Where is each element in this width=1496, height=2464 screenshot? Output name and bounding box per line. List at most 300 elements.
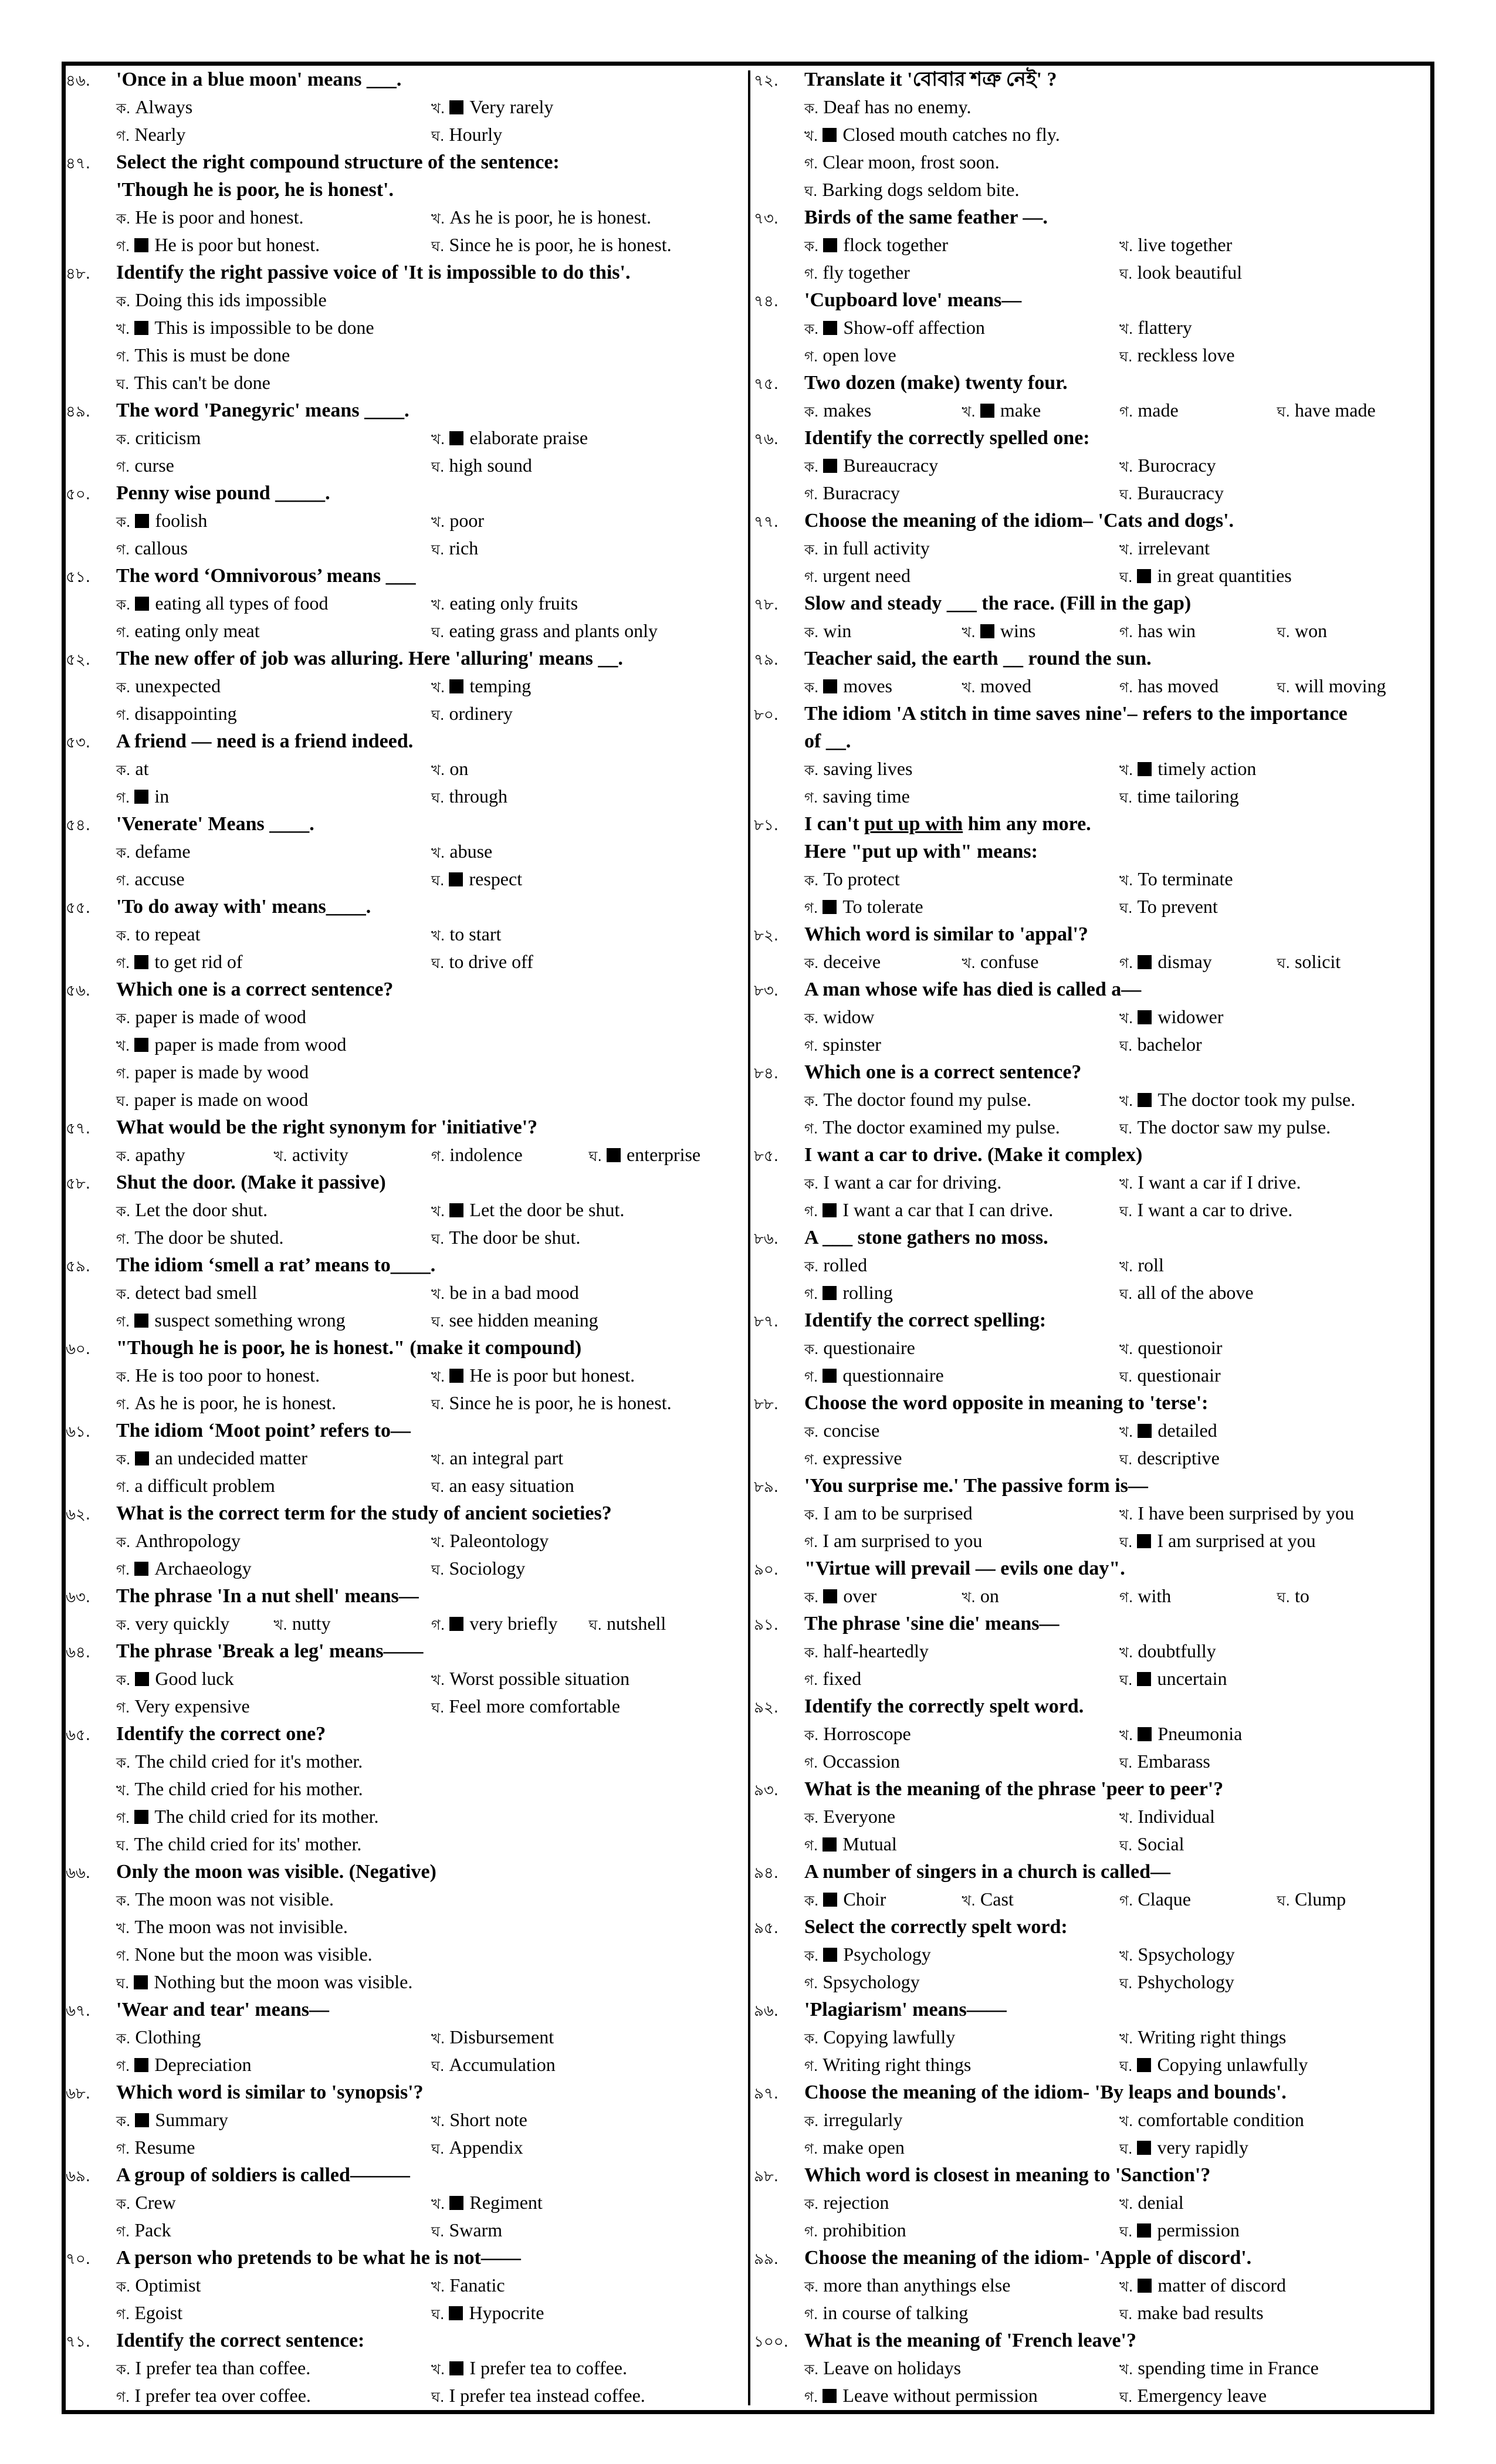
option-label: খ. xyxy=(431,100,445,117)
option-text: disappointing xyxy=(134,703,237,724)
option-label: ঘ. xyxy=(431,1231,445,1247)
option-row xyxy=(754,1417,1434,1444)
question-item xyxy=(754,810,1434,920)
option-label: ক. xyxy=(116,1672,131,1688)
answer-option xyxy=(1119,314,1434,341)
option-label: গ. xyxy=(804,266,818,282)
option-row xyxy=(754,1003,1434,1031)
question-item xyxy=(66,1251,746,1334)
question-number: ৮২. xyxy=(754,927,779,945)
answer-option xyxy=(1119,562,1434,590)
answer-option xyxy=(431,755,746,783)
option-label: ক. xyxy=(804,1176,819,1192)
answer-option xyxy=(1119,1279,1434,1307)
answer-option xyxy=(431,2134,746,2161)
option-row xyxy=(66,2354,746,2382)
option-label: খ. xyxy=(962,624,976,641)
answer-option xyxy=(116,1748,746,1775)
option-row xyxy=(754,2051,1434,2079)
question-number: ৫৬. xyxy=(66,982,91,1000)
option-label: খ. xyxy=(431,2196,445,2212)
option-text: rolling xyxy=(842,1282,893,1303)
answer-option xyxy=(116,1775,746,1803)
option-text: The doctor examined my pulse. xyxy=(823,1116,1060,1138)
option-text: eating all types of food xyxy=(155,593,329,614)
correct-answer-square-icon xyxy=(449,2361,463,2375)
question-number: ৮০. xyxy=(754,706,779,724)
option-text: irregularly xyxy=(823,2109,903,2130)
option-label: ঘ. xyxy=(431,790,445,806)
option-label: ঘ. xyxy=(1119,1286,1133,1302)
answer-option xyxy=(431,1665,746,1693)
question-text: Which one is a correct sentence? xyxy=(116,979,394,1000)
option-label: ঘ. xyxy=(431,955,445,972)
option-text: open love xyxy=(823,344,896,365)
answer-option xyxy=(804,1527,1119,1555)
option-label: ক. xyxy=(804,1948,819,1964)
underlined-phrase: put up with xyxy=(864,813,963,835)
option-text: uncertain xyxy=(1157,1668,1227,1689)
answer-option xyxy=(116,1610,274,1637)
option-row xyxy=(754,2382,1434,2409)
option-row xyxy=(754,1279,1434,1307)
correct-answer-square-icon xyxy=(1137,2141,1151,2155)
option-row xyxy=(754,121,1434,148)
option-text: live together xyxy=(1138,234,1233,255)
option-text: I want a car to drive. xyxy=(1137,1199,1293,1220)
answer-option xyxy=(431,424,746,452)
answer-option xyxy=(804,1086,1119,1113)
option-label: খ. xyxy=(1119,872,1133,889)
question-item xyxy=(754,2244,1434,2327)
option-text: expressive xyxy=(823,1447,902,1468)
answer-option xyxy=(431,2299,746,2327)
option-row xyxy=(754,1665,1434,1693)
option-label: ক. xyxy=(116,762,131,779)
option-text: callous xyxy=(134,537,188,559)
option-label: গ. xyxy=(116,459,130,475)
option-label: গ. xyxy=(116,1948,130,1964)
option-label: ঘ. xyxy=(1277,1589,1290,1606)
option-label: খ. xyxy=(431,1203,445,1220)
answer-option xyxy=(804,148,1434,176)
option-row xyxy=(66,1086,746,1113)
option-text: To prevent xyxy=(1137,896,1218,917)
question-item xyxy=(754,2161,1434,2244)
option-label: ক. xyxy=(116,2196,131,2212)
answer-option xyxy=(804,479,1119,507)
question-number: ৭৯. xyxy=(754,651,779,669)
option-text: on xyxy=(980,1585,999,1606)
question-item xyxy=(754,700,1434,810)
answer-option xyxy=(116,534,431,562)
correct-answer-square-icon xyxy=(449,2196,463,2210)
option-row xyxy=(754,672,1434,700)
option-text: Mutual xyxy=(842,1833,897,1854)
option-label: ক. xyxy=(804,404,819,420)
option-text: has win xyxy=(1138,620,1196,641)
answer-option xyxy=(1119,1362,1434,1389)
option-row xyxy=(754,176,1434,204)
question-line xyxy=(66,727,746,755)
question-number: ৪৯. xyxy=(66,403,91,421)
answer-option xyxy=(804,948,962,976)
question-text: 'Once in a blue moon' means ___. xyxy=(116,69,402,90)
option-label: ক. xyxy=(804,321,819,337)
correct-answer-square-icon xyxy=(134,1975,148,1989)
option-text: Closed mouth catches no fly. xyxy=(842,124,1060,145)
answer-option xyxy=(1119,479,1434,507)
question-line xyxy=(66,1334,746,1362)
answer-option xyxy=(804,865,1119,893)
answer-option xyxy=(431,783,746,810)
question-text: Which word is closest in meaning to 'Sanction'? xyxy=(804,2164,1211,2186)
question-line xyxy=(66,2161,746,2189)
option-label: গ. xyxy=(804,1369,818,1385)
option-text: questionaire xyxy=(823,1337,915,1358)
option-row xyxy=(66,2134,746,2161)
option-label: গ. xyxy=(116,2306,130,2323)
option-text: He is poor but honest. xyxy=(469,1365,635,1386)
question-number: ৫৪. xyxy=(66,817,91,834)
option-label: খ. xyxy=(431,2361,445,2378)
question-item xyxy=(66,2244,746,2327)
option-label: ক. xyxy=(804,1644,819,1661)
option-text: an integral part xyxy=(449,1447,564,1468)
option-label: ক. xyxy=(804,2030,819,2047)
question-item xyxy=(754,424,1434,507)
correct-answer-square-icon xyxy=(134,955,148,969)
option-label: ঘ. xyxy=(116,1975,130,1992)
option-text: more than anythings else xyxy=(823,2275,1011,2296)
answer-option xyxy=(431,838,746,865)
question-text: Select the right compound structure of the sentence: xyxy=(116,151,560,173)
question-number: ৬১. xyxy=(66,1423,91,1441)
answer-option xyxy=(804,1500,1119,1527)
option-row xyxy=(66,1665,746,1693)
option-label: গ. xyxy=(116,1231,130,1247)
option-text: a difficult problem xyxy=(134,1475,275,1496)
option-text: poor xyxy=(449,510,485,531)
option-label: খ. xyxy=(962,955,976,972)
question-item xyxy=(66,1169,746,1251)
option-text: roll xyxy=(1138,1254,1164,1275)
option-label: গ. xyxy=(804,1755,818,1771)
question-line xyxy=(66,976,746,1003)
option-text: Claque xyxy=(1138,1888,1191,1910)
question-text: A friend — need is a friend indeed. xyxy=(116,730,414,752)
option-text: made xyxy=(1138,400,1179,421)
option-label: ঘ. xyxy=(431,459,445,475)
option-text: Egoist xyxy=(134,2302,183,2323)
option-text: accuse xyxy=(134,868,185,889)
option-text: have made xyxy=(1294,400,1376,421)
question-line xyxy=(754,1307,1434,1334)
question-line xyxy=(754,2079,1434,2106)
answer-option xyxy=(116,865,431,893)
option-label: ঘ. xyxy=(1119,1451,1133,1468)
answer-option xyxy=(274,1610,432,1637)
question-text: What is the correct term for the study of ancient societies? xyxy=(116,1502,612,1524)
option-text: over xyxy=(843,1585,877,1606)
question-item xyxy=(66,1858,746,1996)
option-row xyxy=(754,2106,1434,2134)
question-number: ৯৯. xyxy=(754,2250,779,2268)
correct-answer-square-icon xyxy=(449,1203,463,1217)
question-item xyxy=(754,645,1434,700)
option-text: Buracracy xyxy=(823,482,900,503)
question-number: ৬৬. xyxy=(66,1864,91,1882)
question-number: ৫৫. xyxy=(66,899,91,917)
option-text: Clump xyxy=(1294,1888,1346,1910)
option-text: an easy situation xyxy=(449,1475,574,1496)
answer-option xyxy=(1119,1169,1434,1196)
question-number: ৪৬. xyxy=(66,72,91,90)
answer-option xyxy=(116,204,431,231)
option-text: questionoir xyxy=(1138,1337,1223,1358)
correct-answer-square-icon xyxy=(607,1148,621,1162)
answer-option xyxy=(804,2216,1119,2244)
answer-option xyxy=(962,1886,1120,1913)
option-text: defame xyxy=(135,841,191,862)
option-row xyxy=(754,2216,1434,2244)
correct-answer-square-icon xyxy=(823,1948,837,1962)
option-row xyxy=(66,590,746,617)
correct-answer-square-icon xyxy=(823,238,837,252)
answer-option xyxy=(116,755,431,783)
answer-option xyxy=(431,2272,746,2299)
answer-option xyxy=(116,1362,431,1389)
option-label: গ. xyxy=(116,1562,130,1578)
option-label: গ. xyxy=(804,790,818,806)
option-text: respect xyxy=(469,868,523,889)
answer-option xyxy=(116,1941,746,1968)
question-number: ৭৭. xyxy=(754,513,779,531)
option-label: খ. xyxy=(431,928,445,944)
answer-option xyxy=(1119,1941,1434,1968)
question-line xyxy=(66,893,746,920)
question-number: ৮১. xyxy=(754,817,779,834)
answer-option xyxy=(116,1527,431,1555)
option-text: detailed xyxy=(1157,1420,1217,1441)
option-text: indolence xyxy=(449,1144,523,1165)
option-row xyxy=(754,1500,1434,1527)
question-number: ১০০. xyxy=(754,2333,788,2351)
question-text: The phrase 'In a nut shell' means— xyxy=(116,1585,419,1607)
answer-option xyxy=(1119,1968,1434,1996)
answer-option xyxy=(1119,672,1277,700)
correct-answer-square-icon xyxy=(823,128,837,142)
option-text: Since he is poor, he is honest. xyxy=(449,234,672,255)
answer-option xyxy=(431,2216,746,2244)
option-label: ঘ. xyxy=(431,2058,445,2074)
answer-option xyxy=(804,231,1119,259)
question-item xyxy=(754,976,1434,1058)
option-row xyxy=(66,1968,746,1996)
option-label: খ. xyxy=(1119,1424,1133,1440)
answer-option xyxy=(1119,1582,1277,1610)
answer-option xyxy=(431,1444,746,1472)
question-line xyxy=(66,1417,746,1444)
answer-option xyxy=(1119,1886,1277,1913)
option-label: ক. xyxy=(804,872,819,889)
question-number: ৯২. xyxy=(754,1699,779,1717)
option-row xyxy=(66,1444,746,1472)
answer-option xyxy=(1119,1444,1434,1472)
answer-option xyxy=(804,1637,1119,1665)
correct-answer-square-icon xyxy=(135,2113,149,2127)
option-text: The child cried for his mother. xyxy=(134,1778,363,1799)
option-label: খ. xyxy=(1119,1176,1133,1192)
option-label: ঘ. xyxy=(1119,900,1133,916)
answer-option xyxy=(116,2272,431,2299)
option-label: ক. xyxy=(116,679,131,696)
option-text: Disbursement xyxy=(449,2026,554,2047)
option-label: ঘ. xyxy=(431,238,445,255)
question-text: Identify the right passive voice of 'It is impossible to do this'. xyxy=(116,262,631,283)
answer-option xyxy=(116,424,431,452)
option-row xyxy=(66,2382,746,2409)
option-row xyxy=(66,1555,746,1582)
option-text: Hourly xyxy=(449,124,503,145)
option-row xyxy=(754,1444,1434,1472)
option-label: ঘ. xyxy=(1119,348,1133,365)
answer-option xyxy=(1119,397,1277,424)
question-number: ৪৮. xyxy=(66,265,91,283)
question-line xyxy=(66,1858,746,1886)
question-line xyxy=(66,66,746,93)
answer-option xyxy=(431,2382,746,2409)
question-text: 'Wear and tear' means— xyxy=(116,1999,329,2020)
option-label: ক. xyxy=(116,293,131,310)
option-text: I have been surprised by you xyxy=(1138,1502,1355,1524)
option-text: Cast xyxy=(980,1888,1014,1910)
option-label: গ. xyxy=(804,1286,818,1302)
option-text: Sociology xyxy=(449,1558,526,1579)
question-item xyxy=(754,1693,1434,1775)
option-text: rejection xyxy=(823,2192,889,2213)
option-label: ক. xyxy=(804,762,819,779)
option-text: timely action xyxy=(1157,758,1257,779)
option-text: Everyone xyxy=(823,1806,896,1827)
answer-option xyxy=(804,1665,1119,1693)
option-text: Writing right things xyxy=(823,2054,972,2075)
option-row xyxy=(754,783,1434,810)
option-text: Deaf has no enemy. xyxy=(823,96,972,117)
answer-option xyxy=(804,1251,1119,1279)
answer-option xyxy=(1119,2134,1434,2161)
option-label: গ. xyxy=(116,1314,130,1330)
option-text: all of the above xyxy=(1137,1282,1254,1303)
correct-answer-square-icon xyxy=(1138,2279,1152,2293)
option-label: খ. xyxy=(1119,1644,1133,1661)
option-text: unexpected xyxy=(135,675,221,696)
correct-answer-square-icon xyxy=(823,1203,837,1217)
option-text: win xyxy=(823,620,852,641)
correct-answer-square-icon xyxy=(823,321,837,335)
answer-option xyxy=(116,1279,431,1307)
answer-option xyxy=(804,259,1119,286)
option-text: The child cried for its mother. xyxy=(154,1806,379,1827)
answer-option xyxy=(1119,948,1277,976)
question-item xyxy=(66,645,746,727)
option-text: To tolerate xyxy=(842,896,923,917)
option-text: I am surprised at you xyxy=(1157,1530,1316,1551)
option-label: ক. xyxy=(116,2113,131,2130)
question-line xyxy=(66,1637,746,1665)
option-label: ক. xyxy=(804,2196,819,2212)
option-row xyxy=(66,1389,746,1417)
question-line xyxy=(754,1389,1434,1417)
option-text: Anthropology xyxy=(135,1530,241,1551)
option-label: গ. xyxy=(804,1534,818,1551)
question-number: ৫০. xyxy=(66,486,91,503)
option-label: খ. xyxy=(1119,1258,1133,1275)
option-text: paper is made on wood xyxy=(134,1089,309,1110)
option-text: high sound xyxy=(449,455,532,476)
answer-option xyxy=(804,1803,1119,1830)
question-item xyxy=(66,1720,746,1858)
question-number: ৬৫. xyxy=(66,1727,91,1744)
option-text: Pneumonia xyxy=(1157,1723,1243,1744)
left-column xyxy=(66,66,746,2409)
question-text: 'Cupboard love' means— xyxy=(804,289,1022,311)
option-row xyxy=(754,231,1434,259)
question-text: Teacher said, the earth __ round the sun. xyxy=(804,648,1152,669)
option-text: Swarm xyxy=(449,2219,503,2240)
option-text: moves xyxy=(843,675,892,696)
option-label: খ. xyxy=(1119,1093,1133,1109)
option-label: ক. xyxy=(804,459,819,475)
option-row xyxy=(754,755,1434,783)
option-row xyxy=(66,286,746,314)
option-text: detect bad smell xyxy=(135,1282,258,1303)
answer-option xyxy=(804,2189,1119,2216)
option-row xyxy=(66,1279,746,1307)
question-text: The phrase 'sine die' means— xyxy=(804,1613,1060,1634)
option-row xyxy=(754,1720,1434,1748)
option-text: widow xyxy=(823,1006,875,1027)
option-label: ক. xyxy=(804,1093,819,1109)
option-label: খ. xyxy=(431,679,445,696)
option-label: ঘ. xyxy=(1119,1038,1133,1054)
option-text: Regiment xyxy=(469,2192,543,2213)
option-text: I prefer tea to coffee. xyxy=(469,2357,627,2378)
option-text: widower xyxy=(1157,1006,1224,1027)
question-item xyxy=(66,2079,746,2161)
answer-option xyxy=(804,1886,962,1913)
option-row xyxy=(754,1362,1434,1389)
question-line xyxy=(754,1693,1434,1720)
answer-option xyxy=(962,948,1120,976)
option-label: ঘ. xyxy=(1119,2141,1133,2157)
option-text: apathy xyxy=(135,1144,185,1165)
question-number: ৬৭. xyxy=(66,2002,91,2020)
option-label: ঘ. xyxy=(431,1479,445,1495)
question-item xyxy=(66,148,746,259)
option-text: Hypocrite xyxy=(469,2302,544,2323)
option-text: half-heartedly xyxy=(823,1640,929,1661)
question-number: ৫৯. xyxy=(66,1258,91,1275)
option-text: Appendix xyxy=(449,2137,523,2158)
option-row xyxy=(66,672,746,700)
answer-option xyxy=(804,452,1119,479)
option-text: Since he is poor, he is honest. xyxy=(449,1392,672,1413)
question-text: Select the correctly spelt word: xyxy=(804,1916,1068,1938)
option-label: ক. xyxy=(116,2279,131,2295)
option-row xyxy=(66,1362,746,1389)
answer-option xyxy=(1119,1803,1434,1830)
